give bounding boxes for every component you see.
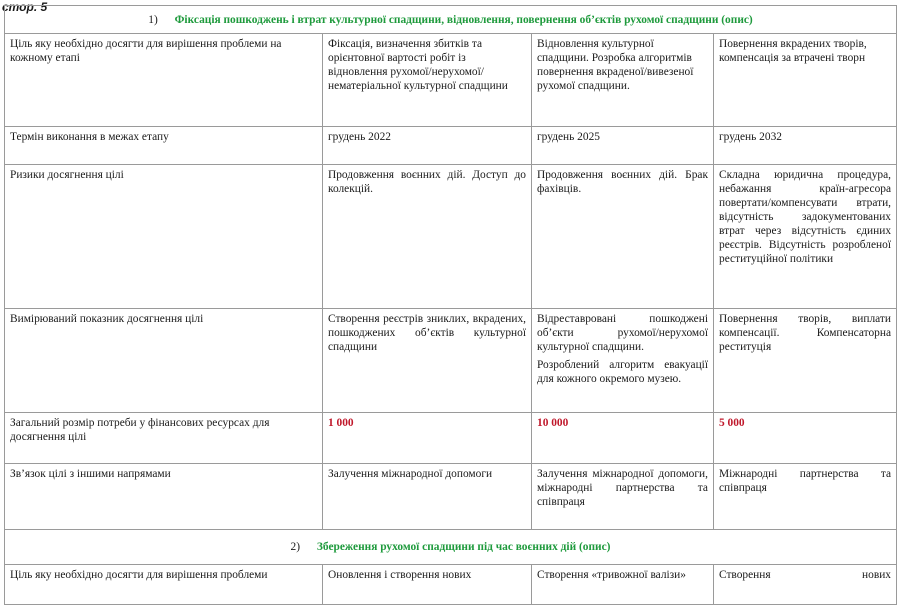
cell-term-stage-3: грудень 2032 <box>714 127 897 165</box>
row-label-indicator: Вимірюваний показник досягнення цілі <box>5 309 323 413</box>
section-2-number: 2) <box>290 541 301 553</box>
cell-risks-stage-2: Продовження воєнних дій. Брак фахівців. <box>532 165 714 309</box>
cell-indicator-stage-2 <box>532 309 714 413</box>
cell-term-stage-2: грудень 2025 <box>532 127 714 165</box>
cell-goal-stage-2: Відновлення культурної спадщини. Розробка алгоритмів повернення вкраденої/вивезеної рухомої спадщини. <box>532 34 714 127</box>
row-label-finance: Загальний розмір потреби у фінансових ресурсах для досягнення цілі <box>5 413 323 464</box>
section-1-title: Фіксація пошкоджень і втрат культурної спадщини, відновлення, повернення об’єктів рухомої спадщини (опис) <box>174 13 753 26</box>
row-label-term: Термін виконання в межах етапу <box>5 127 323 165</box>
cell-finance-stage-1 <box>323 413 532 464</box>
cell-goal-stage-3: Повернення вкрадених творів, компенсація за втрачені творн <box>714 34 897 127</box>
cell-link-stage-2: Залучення міжнародної допомоги, міжнародні партнерства та співпраця <box>532 464 714 530</box>
section-2-header-row <box>5 530 897 565</box>
section-2-heading <box>5 530 897 565</box>
row-label-risks: Ризики досягнення цілі <box>5 165 323 309</box>
section-2-title: Збереження рухомої спадщини під час воєнних дій (опис) <box>316 541 611 553</box>
finance-value-stage-2: 10 000 <box>537 417 569 429</box>
table-row-link <box>5 464 897 530</box>
cell-goal-stage-1: Фіксація, визначення збитків та орієнтовної вартості робіт із відновлення рухомої/нерухомої/нематеріальної культурної спадщини <box>323 34 532 127</box>
section-1-number: 1) <box>148 13 158 26</box>
row-label-goal: Ціль яку необхідно досягти для вирішення проблеми на кожному етапі <box>5 34 323 127</box>
indicator-stage-2-paragraph-2: Розроблений алгоритм евакуації для кожного окремого музею. <box>537 359 708 385</box>
cell-indicator-stage-3: Повернення творів, виплати компенсації. Компенсаторна реституція <box>714 309 897 413</box>
table-row-goal-2 <box>5 565 897 605</box>
finance-value-stage-1: 1 000 <box>328 417 354 429</box>
table-row-goal <box>5 34 897 127</box>
section-1-header-row <box>5 6 897 34</box>
indicator-stage-2-paragraph-1: Відреставровані пошкоджені об’єкти рухомої/нерухомої культурної спадщини. <box>537 313 708 353</box>
cell-link-stage-3: Міжнародні партнерства та співпраця <box>714 464 897 530</box>
finance-value-stage-3: 5 000 <box>719 417 745 429</box>
section-1-heading <box>5 6 897 34</box>
table-row-indicator <box>5 309 897 413</box>
goals-table <box>4 5 897 605</box>
page-number-label: стор. 5 <box>2 0 48 14</box>
table-row-risks <box>5 165 897 309</box>
cell-finance-stage-2 <box>532 413 714 464</box>
table-row-term <box>5 127 897 165</box>
cell-goal-2-stage-3: Створення нових <box>714 565 897 605</box>
cell-finance-stage-3 <box>714 413 897 464</box>
cell-link-stage-1: Залучення міжнародної допомоги <box>323 464 532 530</box>
cell-risks-stage-1: Продовження воєнних дій. Доступ до колекцій. <box>323 165 532 309</box>
cell-goal-2-stage-2: Створення «тривожної валізи» <box>532 565 714 605</box>
row-label-goal-2: Ціль яку необхідно досягти для вирішення проблеми <box>5 565 323 605</box>
cell-indicator-stage-1: Створення реєстрів зниклих, вкрадених, пошкоджених об’єктів культурної спадщини <box>323 309 532 413</box>
table-row-finance <box>5 413 897 464</box>
cell-risks-stage-3: Складна юридична процедура, небажання країн-агресора повертати/компенсувати втрати, відсутність задокументованих втрат через відсутність єдиних реєстрів. Відсутність розробленої реституційної політики <box>714 165 897 309</box>
row-label-link: Зв’язок цілі з іншими напрямами <box>5 464 323 530</box>
cell-goal-2-stage-1: Оновлення і створення нових <box>323 565 532 605</box>
cell-term-stage-1: грудень 2022 <box>323 127 532 165</box>
